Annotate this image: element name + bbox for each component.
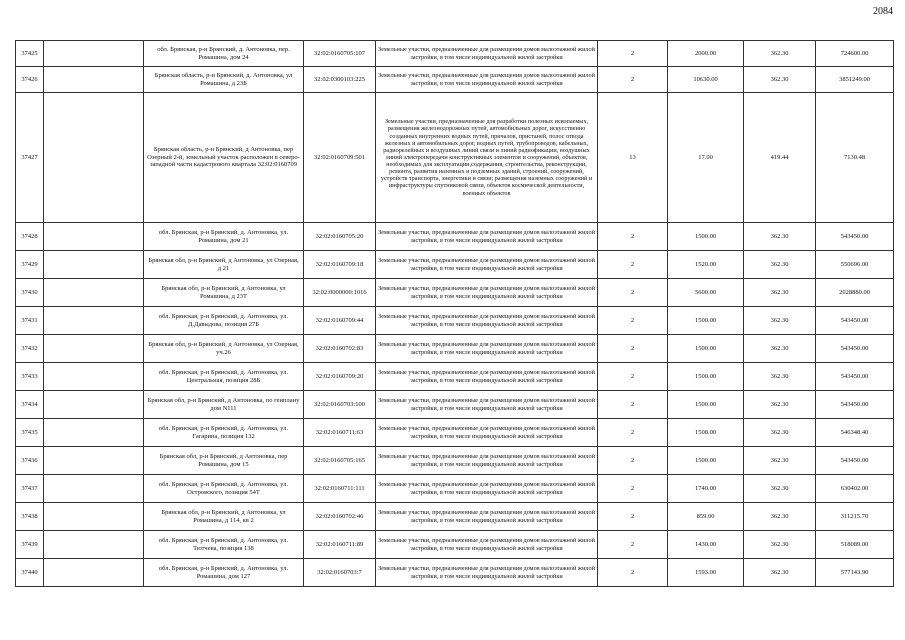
land-use-cell xyxy=(376,531,598,559)
cadastral-value-cell xyxy=(816,503,894,531)
group-cell xyxy=(598,475,668,503)
land-use-text: Земельные участки, предназначенные для размещения домов малоэтажной жилой застройки, в том числе индивидуальной жилой застройки xyxy=(378,425,595,440)
empty-cell xyxy=(44,93,144,223)
empty-cell xyxy=(44,447,144,475)
area-cell xyxy=(668,419,744,447)
address-text: Брянская обл, р-н Брянский, д Антоновка, ул Ромашина, д 23Т xyxy=(161,284,286,300)
table-row xyxy=(16,503,894,531)
specific-value-cell xyxy=(744,503,816,531)
cadastral-value-cell xyxy=(816,67,894,93)
specific-value-text: 362.30 xyxy=(770,288,789,296)
group-text: 2 xyxy=(630,288,635,296)
empty-cell xyxy=(44,41,144,67)
cadastral-number-text: 32:02:0000000:1016 xyxy=(312,288,367,296)
address-text: обл. Брянская, р-н Брянский, д. Антоновка, ул. Тютчева, позиция 138 xyxy=(158,536,289,552)
area-text: 1593.00 xyxy=(694,568,717,576)
cadastral-value-cell xyxy=(816,391,894,419)
group-cell xyxy=(598,67,668,93)
cadastral-number-text: 32:02:0160703:7 xyxy=(317,568,362,576)
land-use-cell xyxy=(376,559,598,587)
record-number-text: 37434 xyxy=(21,400,38,408)
address-cell xyxy=(144,475,304,503)
land-use-cell xyxy=(376,447,598,475)
address-cell xyxy=(144,67,304,93)
table-row xyxy=(16,41,894,67)
land-use-cell xyxy=(376,307,598,335)
table-row xyxy=(16,223,894,251)
specific-value-text: 362.30 xyxy=(770,372,789,380)
group-cell xyxy=(598,279,668,307)
cadastral-value-cell xyxy=(816,419,894,447)
cadastral-number-text: 32:02:0160703:100 xyxy=(314,400,365,408)
land-use-cell xyxy=(376,93,598,223)
specific-value-cell xyxy=(744,559,816,587)
land-use-text: Земельные участки, предназначенные для размещения домов малоэтажной жилой застройки, в том числе индивидуальной жилой застройки xyxy=(378,537,595,552)
address-cell xyxy=(144,503,304,531)
area-cell xyxy=(668,93,744,223)
record-number xyxy=(16,279,44,307)
land-use-text: Земельные участки, предназначенные для размещения домов малоэтажной жилой застройки, в том числе индивидуальной жилой застройки xyxy=(378,397,595,412)
record-number-text: 37430 xyxy=(21,288,38,296)
address-cell xyxy=(144,419,304,447)
cadastral-number-cell xyxy=(304,475,376,503)
cadastral-value-cell xyxy=(816,559,894,587)
record-number-text: 37428 xyxy=(21,232,38,240)
cadastral-value-text: 543450.00 xyxy=(840,232,869,240)
specific-value-text: 362.30 xyxy=(770,428,789,436)
record-number-text: 37427 xyxy=(21,153,38,161)
group-text: 2 xyxy=(630,512,635,520)
group-text: 2 xyxy=(630,540,635,548)
cadastral-number-cell xyxy=(304,251,376,279)
record-number-text: 37437 xyxy=(21,484,38,492)
cadastral-value-cell xyxy=(816,447,894,475)
specific-value-cell xyxy=(744,531,816,559)
land-use-cell xyxy=(376,475,598,503)
record-number-text: 37429 xyxy=(21,260,38,268)
address-cell xyxy=(144,447,304,475)
address-cell xyxy=(144,41,304,67)
table-row xyxy=(16,93,894,223)
specific-value-cell xyxy=(744,419,816,447)
cadastral-value-cell xyxy=(816,363,894,391)
group-cell xyxy=(598,223,668,251)
group-cell xyxy=(598,251,668,279)
cadastral-value-cell xyxy=(816,335,894,363)
area-cell xyxy=(668,391,744,419)
land-use-text: Земельные участки, предназначенные для размещения домов малоэтажной жилой застройки, в том числе индивидуальной жилой застройки xyxy=(378,257,595,272)
cadastral-value-text: 7130.48 xyxy=(843,153,866,161)
group-cell xyxy=(598,93,668,223)
area-cell xyxy=(668,447,744,475)
area-text: 10630.00 xyxy=(693,75,718,83)
record-number xyxy=(16,391,44,419)
address-text: обл. Брянская, р-н Брянский, д. Антоновка, ул. Ромашина, дом 21 xyxy=(158,228,289,244)
record-number xyxy=(16,335,44,363)
area-text: 1500.00 xyxy=(694,372,717,380)
cadastral-value-text: 724600.00 xyxy=(840,49,869,57)
land-use-text: Земельные участки, предназначенные для размещения домов малоэтажной жилой застройки, в том числе индивидуальной жилой застройки xyxy=(378,509,595,524)
area-cell xyxy=(668,251,744,279)
cadastral-number-text: 32:02:0160705:107 xyxy=(314,49,365,57)
cadastral-value-text: 2028880.00 xyxy=(839,288,870,296)
land-use-cell xyxy=(376,223,598,251)
cadastral-number-text: 32:02:0160711:111 xyxy=(314,484,365,492)
address-text: Брянская обл, р-н Брянский, д Антоновка, по генплану дом N111 xyxy=(147,396,300,412)
specific-value-cell xyxy=(744,335,816,363)
cadastral-number-cell xyxy=(304,279,376,307)
address-text: обл. Брянская, р-н Брянский, д. Антоновка, ул. Д.Давыдова, позиция 27Б xyxy=(158,312,289,328)
group-text: 2 xyxy=(630,372,635,380)
cadastral-value-cell xyxy=(816,223,894,251)
cadastral-value-text: 543450.00 xyxy=(840,372,869,380)
area-text: 1500.00 xyxy=(694,344,717,352)
area-text: 1500.00 xyxy=(694,316,717,324)
table-row xyxy=(16,363,894,391)
empty-cell xyxy=(44,335,144,363)
empty-cell xyxy=(44,363,144,391)
cadastral-value-text: 543450.00 xyxy=(840,316,869,324)
record-number-text: 37440 xyxy=(21,568,38,576)
area-cell xyxy=(668,41,744,67)
table-row xyxy=(16,251,894,279)
empty-cell xyxy=(44,531,144,559)
address-cell xyxy=(144,559,304,587)
group-text: 2 xyxy=(630,568,635,576)
cadastral-number-text: 32:02:0160709:44 xyxy=(315,316,364,324)
table-row xyxy=(16,307,894,335)
specific-value-text: 362.30 xyxy=(770,568,789,576)
specific-value-text: 362.30 xyxy=(770,232,789,240)
empty-cell xyxy=(44,419,144,447)
group-text: 2 xyxy=(630,49,635,57)
table-row xyxy=(16,67,894,93)
group-cell xyxy=(598,335,668,363)
land-use-text: Земельные участки, предназначенные для размещения домов малоэтажной жилой застройки, в том числе индивидуальной жилой застройки xyxy=(378,46,595,61)
area-cell xyxy=(668,307,744,335)
record-number-text: 37439 xyxy=(21,540,38,548)
cadastral-number-cell xyxy=(304,503,376,531)
address-text: обл. Брянская, р-н Брянский, д. Антоновка, ул. Гагарина, позиция 132 xyxy=(158,424,289,440)
empty-cell xyxy=(44,251,144,279)
land-use-text: Земельные участки, предназначенные для размещения домов малоэтажной жилой застройки, в том числе индивидуальной жилой застройки xyxy=(378,341,595,356)
cadastral-number-cell xyxy=(304,531,376,559)
cadastral-number-text: 32:02:0160709:20 xyxy=(315,372,364,380)
specific-value-text: 362.30 xyxy=(770,484,789,492)
table-row xyxy=(16,279,894,307)
area-cell xyxy=(668,279,744,307)
empty-cell xyxy=(44,559,144,587)
specific-value-cell xyxy=(744,279,816,307)
cadastral-number-text: 32:02:0160709:501 xyxy=(314,153,365,161)
group-text: 2 xyxy=(630,316,635,324)
record-number-text: 37426 xyxy=(21,75,38,83)
cadastral-number-cell xyxy=(304,307,376,335)
empty-cell xyxy=(44,307,144,335)
cadastral-number-cell xyxy=(304,41,376,67)
address-text: Брянская обл, р-н Брянский, д Антоновка, ул Озерная, уч.26 xyxy=(148,340,299,356)
group-cell xyxy=(598,307,668,335)
record-number xyxy=(16,475,44,503)
empty-cell xyxy=(44,391,144,419)
land-use-text: Земельные участки, предназначенные для размещения домов малоэтажной жилой застройки, в том числе индивидуальной жилой застройки xyxy=(378,369,595,384)
cadastral-number-text: 32:02:0160711:63 xyxy=(315,428,364,436)
address-text: обл. Брянская, р-н Брянский, д. Антоновка, ул. Ромашина, дом 127 xyxy=(158,564,289,580)
specific-value-cell xyxy=(744,391,816,419)
specific-value-cell xyxy=(744,475,816,503)
address-text: обл. Брянская, р-н Брянский, д. Антоновка, ул. Островского, позиция 54Т xyxy=(158,480,289,496)
land-use-text: Земельные участки, предназначенные для размещения домов малоэтажной жилой застройки, в том числе индивидуальной жилой застройки xyxy=(378,285,595,300)
record-number-text: 37435 xyxy=(21,428,38,436)
cadastral-number-text: 32:02:0160709:18 xyxy=(315,260,364,268)
land-use-text: Земельные участки, предназначенные для размещения домов малоэтажной жилой застройки, в том числе индивидуальной жилой застройки xyxy=(378,481,595,496)
record-number-text: 37433 xyxy=(21,372,38,380)
address-text: обл. Брянская, р-н Брянский, д. Антоновка, пер. Ромашина, дом 24 xyxy=(157,45,290,61)
cadastral-number-cell xyxy=(304,419,376,447)
record-number xyxy=(16,41,44,67)
empty-cell xyxy=(44,67,144,93)
cadastral-number-cell xyxy=(304,335,376,363)
cadastral-number-cell xyxy=(304,67,376,93)
specific-value-cell xyxy=(744,41,816,67)
cadastral-value-text: 577143.90 xyxy=(840,568,869,576)
group-cell xyxy=(598,363,668,391)
address-text: Брянская обл, р-н Брянский, д Антоновка, ул Ромашина, д 114, кв 2 xyxy=(161,508,286,524)
cadastral-number-cell xyxy=(304,447,376,475)
table-row xyxy=(16,391,894,419)
specific-value-cell xyxy=(744,363,816,391)
record-number xyxy=(16,503,44,531)
cadastral-value-text: 3851249.00 xyxy=(839,75,870,83)
empty-cell xyxy=(44,223,144,251)
area-text: 17.00 xyxy=(698,153,713,161)
land-use-text: Земельные участки, предназначенные для размещения домов малоэтажной жилой застройки, в том числе индивидуальной жилой застройки xyxy=(378,453,595,468)
specific-value-text: 362.30 xyxy=(770,400,789,408)
specific-value-text: 362.30 xyxy=(770,456,789,464)
land-use-cell xyxy=(376,503,598,531)
specific-value-cell xyxy=(744,447,816,475)
specific-value-text: 362.30 xyxy=(770,512,789,520)
land-use-text: Земельные участки, предназначенные для разработки полезных ископаемых, размещения железнодорожных путей, автомобильных дорог, искусственно созданных внутренних водных путей, причалов, пристаней, полос отвода железных и автомобильных дорог, водных путей, трубопроводов, кабельных, радиорелейных и воздушных линий связи и линий радиофикации, воздушных линий электропередачи конструктивных элементов и сооружений, объектов, необходимых для эксплуатации,содержания, строительства, реконструкции, ремонта, развития наземных и подземных зданий, строений, сооружений, устройств транспорта, энергетики и связи; размещения наземных сооружений и инфраструктуры спутниковой связи, объектов космической деятельности, военных объектов xyxy=(380,118,593,197)
area-text: 1430.00 xyxy=(694,540,717,548)
cadastral-number-text: 32:02:0160711:89 xyxy=(315,540,364,548)
table-row xyxy=(16,559,894,587)
address-text: обл. Брянская, р-н Брянский, д. Антоновка, ул. Центральная, позиция 28Б xyxy=(158,368,289,384)
area-text: 1500.00 xyxy=(694,232,717,240)
empty-cell xyxy=(44,475,144,503)
group-cell xyxy=(598,503,668,531)
area-cell xyxy=(668,67,744,93)
land-use-text: Земельные участки, предназначенные для размещения домов малоэтажной жилой застройки, в том числе индивидуальной жилой застройки xyxy=(378,313,595,328)
record-number-text: 37431 xyxy=(21,316,38,324)
land-use-text: Земельные участки, предназначенные для размещения домов малоэтажной жилой застройки, в том числе индивидуальной жилой застройки xyxy=(378,72,595,87)
group-text: 13 xyxy=(629,153,636,161)
empty-cell xyxy=(44,503,144,531)
group-cell xyxy=(598,419,668,447)
group-text: 2 xyxy=(630,400,635,408)
record-number xyxy=(16,251,44,279)
land-use-cell xyxy=(376,67,598,93)
table-row xyxy=(16,475,894,503)
address-cell xyxy=(144,279,304,307)
specific-value-cell xyxy=(744,93,816,223)
cadastral-value-cell xyxy=(816,475,894,503)
cadastral-value-text: 543450.00 xyxy=(840,344,869,352)
area-cell xyxy=(668,503,744,531)
land-use-cell xyxy=(376,41,598,67)
specific-value-cell xyxy=(744,67,816,93)
record-number-text: 37425 xyxy=(21,49,38,57)
specific-value-text: 362.30 xyxy=(770,260,789,268)
specific-value-text: 362.30 xyxy=(770,49,789,57)
record-number xyxy=(16,419,44,447)
land-use-cell xyxy=(376,279,598,307)
group-text: 2 xyxy=(630,456,635,464)
specific-value-cell xyxy=(744,251,816,279)
group-text: 2 xyxy=(630,344,635,352)
cadastral-number-cell xyxy=(304,93,376,223)
group-text: 2 xyxy=(630,232,635,240)
address-text: Брянская область, р-н Брянский, д. Антоновка, ул Ромашина, д 23Б xyxy=(154,71,293,87)
specific-value-cell xyxy=(744,307,816,335)
record-number xyxy=(16,363,44,391)
table-row xyxy=(16,447,894,475)
cadastral-value-cell xyxy=(816,93,894,223)
specific-value-text: 362.30 xyxy=(770,344,789,352)
cadastral-value-text: 311215.70 xyxy=(840,512,869,520)
area-text: 2000.00 xyxy=(694,49,717,57)
land-use-cell xyxy=(376,419,598,447)
group-text: 2 xyxy=(630,428,635,436)
group-cell xyxy=(598,391,668,419)
cadastral-number-text: 32:02:0160705:20 xyxy=(315,232,364,240)
record-number xyxy=(16,67,44,93)
group-cell xyxy=(598,559,668,587)
address-cell xyxy=(144,93,304,223)
group-cell xyxy=(598,447,668,475)
empty-cell xyxy=(44,279,144,307)
cadastral-number-text: 32:02:0160702:46 xyxy=(315,512,364,520)
cadastral-number-cell xyxy=(304,391,376,419)
address-cell xyxy=(144,363,304,391)
cadastral-value-cell xyxy=(816,307,894,335)
address-cell xyxy=(144,307,304,335)
cadastral-value-table xyxy=(15,40,894,587)
record-number xyxy=(16,93,44,223)
area-cell xyxy=(668,475,744,503)
address-cell xyxy=(144,335,304,363)
area-cell xyxy=(668,335,744,363)
group-text: 2 xyxy=(630,75,635,83)
record-number xyxy=(16,531,44,559)
area-text: 1500.00 xyxy=(694,400,717,408)
page-number: 2084 xyxy=(873,6,893,17)
table-row xyxy=(16,419,894,447)
table-row xyxy=(16,531,894,559)
address-text: Брянская обл, р-н Брянский, д Антоновка, ул Озерная, д 21 xyxy=(148,256,299,272)
address-cell xyxy=(144,223,304,251)
address-cell xyxy=(144,251,304,279)
area-text: 5600.00 xyxy=(694,288,717,296)
address-text: Брянская обл, р-н Брянский, д Антоновка, пер Ромашина, дом 15 xyxy=(159,452,288,468)
table-row xyxy=(16,335,894,363)
area-text: 1500.00 xyxy=(694,456,717,464)
land-use-cell xyxy=(376,391,598,419)
address-cell xyxy=(144,531,304,559)
cadastral-value-text: 543450.00 xyxy=(840,456,869,464)
cadastral-number-cell xyxy=(304,559,376,587)
area-cell xyxy=(668,559,744,587)
area-text: 1740.00 xyxy=(694,484,717,492)
specific-value-text: 362.30 xyxy=(770,75,789,83)
land-use-cell xyxy=(376,251,598,279)
specific-value-text: 362.30 xyxy=(770,540,789,548)
record-number-text: 37438 xyxy=(21,512,38,520)
table-body xyxy=(16,41,894,587)
area-text: 859.00 xyxy=(696,512,715,520)
cadastral-value-cell xyxy=(816,251,894,279)
cadastral-value-cell xyxy=(816,41,894,67)
cadastral-value-text: 518089.00 xyxy=(840,540,869,548)
cadastral-value-cell xyxy=(816,531,894,559)
land-use-text: Земельные участки, предназначенные для размещения домов малоэтажной жилой застройки, в том числе индивидуальной жилой застройки xyxy=(378,565,595,580)
group-cell xyxy=(598,531,668,559)
address-text: Брянская область, р-н Брянский, д Антоновка, пер Озерный 2-й, земельный участок расположен в северо-западной части кадастрового квартала 32:02:0160709 xyxy=(147,145,300,169)
cadastral-number-cell xyxy=(304,363,376,391)
cadastral-value-text: 550696.00 xyxy=(840,260,869,268)
cadastral-number-text: 32:02:0300103:225 xyxy=(314,75,365,83)
cadastral-value-text: 546348.40 xyxy=(840,428,869,436)
specific-value-text: 362.30 xyxy=(770,316,789,324)
record-number xyxy=(16,307,44,335)
cadastral-number-text: 32:02:0160702:83 xyxy=(315,344,364,352)
record-number-text: 37436 xyxy=(21,456,38,464)
group-text: 2 xyxy=(630,260,635,268)
specific-value-cell xyxy=(744,223,816,251)
area-cell xyxy=(668,223,744,251)
cadastral-value-cell xyxy=(816,279,894,307)
land-use-cell xyxy=(376,335,598,363)
land-use-text: Земельные участки, предназначенные для размещения домов малоэтажной жилой застройки, в том числе индивидуальной жилой застройки xyxy=(378,229,595,244)
address-cell xyxy=(144,391,304,419)
cadastral-value-text: 630402.00 xyxy=(840,484,869,492)
record-number xyxy=(16,223,44,251)
area-cell xyxy=(668,531,744,559)
area-text: 1520.00 xyxy=(694,260,717,268)
area-cell xyxy=(668,363,744,391)
cadastral-number-text: 32:02:0160705:165 xyxy=(314,456,365,464)
land-use-cell xyxy=(376,363,598,391)
cadastral-number-cell xyxy=(304,223,376,251)
specific-value-text: 419.44 xyxy=(770,153,789,161)
record-number xyxy=(16,447,44,475)
record-number xyxy=(16,559,44,587)
record-number-text: 37432 xyxy=(21,344,38,352)
group-text: 2 xyxy=(630,484,635,492)
cadastral-value-text: 543450.00 xyxy=(840,400,869,408)
area-text: 1508.00 xyxy=(694,428,717,436)
group-cell xyxy=(598,41,668,67)
